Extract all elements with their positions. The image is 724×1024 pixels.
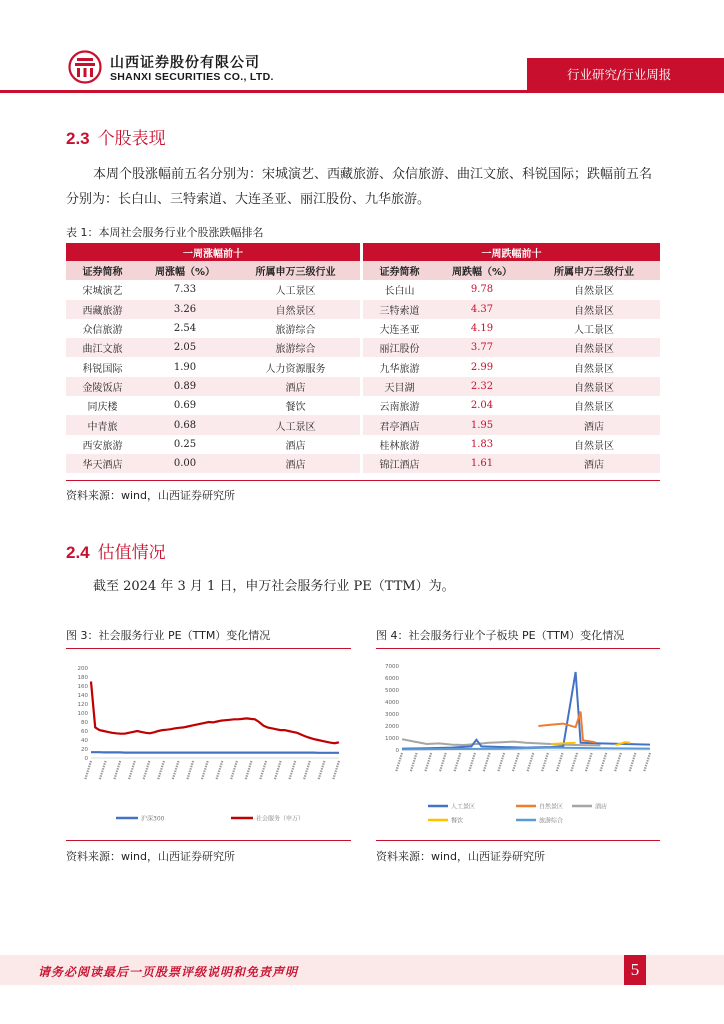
table-cell: 大连圣亚	[379, 325, 420, 337]
y-tick-label: 0	[395, 748, 399, 754]
y-tick-label: 60	[81, 729, 88, 735]
table-cell: 自然景区	[528, 338, 660, 357]
legend-label: 人工景区	[451, 803, 476, 811]
x-tick-label	[216, 761, 222, 780]
column-header: 周涨幅（%）	[139, 261, 231, 280]
x-tick-label	[425, 753, 431, 772]
column-header: 所属申万三级行业	[231, 261, 360, 280]
y-tick-label: 2000	[385, 724, 399, 730]
x-tick-label	[527, 753, 533, 772]
table-cell: 旅游综合	[231, 338, 360, 357]
x-tick-label	[542, 753, 548, 772]
table-cell: 1.61	[436, 454, 528, 473]
section-heading-2-3	[66, 124, 166, 149]
figure-3-bottom-rule	[66, 840, 351, 841]
figure-3-caption: 图 3：社会服务行业 PE（TTM）变化情况	[66, 629, 271, 642]
column-header: 周跌幅（%）	[436, 261, 528, 280]
x-tick-label	[202, 761, 208, 780]
x-tick-label	[469, 753, 475, 772]
table-cell: 0.68	[139, 415, 231, 434]
figure-3-chart	[66, 660, 351, 832]
series-line	[91, 682, 339, 744]
table-cell: 人工景区	[574, 325, 614, 337]
series-line	[402, 672, 650, 749]
table-cell: 0.89	[139, 377, 231, 396]
table-cell: 云南旅游	[379, 402, 420, 414]
table-cell: 科锐国际	[82, 363, 123, 375]
column-header: 证券简称	[66, 261, 139, 280]
group-header-down: 一周跌幅前十	[363, 243, 660, 261]
x-tick-label	[629, 753, 635, 772]
x-tick-label	[454, 753, 460, 772]
y-tick-label: 40	[81, 738, 88, 744]
table-cell: 9.78	[470, 284, 494, 296]
x-tick-label	[85, 761, 91, 780]
company-name-en: SHANXI SECURITIES CO., LTD.	[110, 71, 274, 83]
table-cell: 2.99	[470, 361, 494, 373]
table-cell: 华天酒店	[66, 454, 139, 473]
y-tick-label: 7000	[385, 664, 399, 670]
table-cell: 宋城演艺	[82, 286, 123, 298]
y-tick-label: 6000	[385, 676, 399, 682]
table-cell: 酒店	[231, 377, 360, 396]
table-row	[66, 435, 660, 454]
figure-3-top-rule	[66, 648, 351, 649]
x-tick-label	[513, 753, 519, 772]
table-cell: 0.25	[173, 438, 197, 450]
table-row	[66, 396, 660, 415]
legend-label: 沪深300	[141, 815, 165, 823]
legend-label: 餐饮	[451, 817, 464, 825]
table-cell: 西安旅游	[82, 440, 123, 452]
y-tick-label: 1000	[385, 736, 399, 742]
table-source: 资料来源：wind，山西证券研究所	[66, 489, 236, 502]
figure-4-bottom-rule	[376, 840, 660, 841]
x-tick-label	[615, 753, 621, 772]
series-line	[91, 752, 339, 753]
x-tick-label	[129, 761, 135, 780]
x-tick-label	[173, 761, 179, 780]
page-number: 5	[624, 955, 646, 985]
y-tick-label: 3000	[385, 712, 399, 718]
table-cell: 1.95	[436, 415, 528, 434]
y-tick-label: 120	[77, 702, 88, 708]
table-cell: 3.26	[139, 300, 231, 319]
table-cell: 自然景区	[528, 377, 660, 396]
table-cell: 长白山	[384, 286, 415, 298]
section-number: 2.3	[66, 129, 90, 148]
table-cell: 旅游综合	[275, 325, 316, 337]
series-line	[551, 743, 576, 744]
table-row	[66, 357, 660, 376]
column-header: 所属申万三级行业	[528, 261, 660, 280]
table-cell: 酒店	[285, 440, 306, 452]
section-paragraph: 截至 2024 年 3 月 1 日，申万社会服务行业 PE（TTM）为。	[93, 579, 455, 594]
y-tick-label: 160	[77, 684, 88, 690]
y-tick-label: 0	[84, 756, 88, 762]
table-row	[66, 338, 660, 357]
x-tick-label	[586, 753, 592, 772]
section-paragraph: 本周个股涨幅前五名分别为：宋城演艺、西藏旅游、众信旅游、曲江文旅、科锐国际；跌幅前五名分别为：长白山、三特索道、大连圣亚、丽江股份、九华旅游。	[66, 167, 653, 207]
table-row	[66, 300, 660, 319]
x-tick-label	[143, 761, 149, 780]
table-cell: 自然景区	[574, 286, 614, 298]
table-row	[66, 454, 660, 473]
x-tick-label	[318, 761, 324, 780]
x-tick-label	[571, 753, 577, 772]
y-tick-label: 20	[81, 747, 88, 753]
table-cell: 三特索道	[363, 300, 436, 319]
x-tick-label	[498, 753, 504, 772]
table-cell: 2.54	[173, 323, 197, 335]
x-tick-label	[275, 761, 281, 780]
x-tick-label	[158, 761, 164, 780]
x-tick-label	[260, 761, 266, 780]
figure-4-source: 资料来源：wind，山西证券研究所	[376, 850, 546, 863]
table-cell: 人工景区	[231, 415, 360, 434]
table-cell: 2.04	[470, 400, 494, 412]
table-cell: 中青旅	[66, 415, 139, 434]
table-cell: 君亭酒店	[363, 415, 436, 434]
section-title: 估值情况	[97, 543, 166, 563]
x-tick-label	[187, 761, 193, 780]
x-tick-label	[600, 753, 606, 772]
table-cell: 2.32	[436, 377, 528, 396]
table-cell: 西藏旅游	[66, 300, 139, 319]
x-tick-label	[411, 753, 417, 772]
company-logo-icon	[68, 50, 102, 84]
table-cell: 曲江文旅	[66, 338, 139, 357]
table-cell: 2.05	[139, 338, 231, 357]
table-cell: 酒店	[528, 415, 660, 434]
section-heading-2-4	[66, 538, 166, 563]
table-cell: 0.69	[173, 400, 197, 412]
y-tick-label: 80	[81, 720, 88, 726]
table-cell: 7.33	[173, 284, 197, 296]
table-cell: 丽江股份	[363, 338, 436, 357]
legend-label: 酒店	[595, 803, 608, 811]
figure-4-caption: 图 4：社会服务行业个子板块 PE（TTM）变化情况	[376, 629, 625, 642]
x-tick-label	[333, 761, 339, 780]
legend-label: 自然景区	[539, 803, 564, 811]
table-row	[66, 319, 660, 338]
table-cell: 1.83	[470, 438, 494, 450]
table-cell: 桂林旅游	[379, 440, 420, 452]
legend-label: 旅游综合	[539, 817, 564, 825]
table-cell: 酒店	[231, 454, 360, 473]
table-cell: 天目湖	[363, 377, 436, 396]
table-caption: 表 1：本周社会服务行业个股涨跌幅排名	[66, 226, 264, 239]
table-bottom-rule	[66, 480, 660, 481]
x-tick-label	[231, 761, 237, 780]
table-cell: 锦江酒店	[363, 454, 436, 473]
table-cell: 4.37	[436, 300, 528, 319]
table-cell: 3.77	[436, 338, 528, 357]
table-cell: 酒店	[528, 454, 660, 473]
y-tick-label: 180	[77, 675, 88, 681]
table-row	[66, 280, 660, 299]
report-type-tag: 行业研究/行业周报	[527, 58, 724, 90]
company-name-cn: 山西证券股份有限公司	[110, 55, 260, 71]
figure-4-top-rule	[376, 648, 660, 649]
table-cell: 人工景区	[275, 286, 316, 298]
table-cell: 4.19	[470, 323, 494, 335]
table-cell: 1.90	[173, 361, 197, 373]
table-cell: 同庆楼	[87, 402, 118, 414]
x-tick-label	[644, 753, 650, 772]
table-cell: 众信旅游	[82, 325, 123, 337]
y-tick-label: 140	[77, 693, 88, 699]
y-tick-label: 100	[77, 711, 88, 717]
x-tick-label	[100, 761, 106, 780]
table-row	[66, 415, 660, 434]
figure-3-source: 资料来源：wind，山西证券研究所	[66, 850, 236, 863]
stock-ranking-table	[66, 243, 660, 473]
table-cell: 餐饮	[285, 402, 306, 414]
legend-label: 社会服务（申万）	[256, 815, 305, 823]
x-tick-label	[304, 761, 310, 780]
group-header-up: 一周涨幅前十	[66, 243, 360, 261]
table-cell: 自然景区	[574, 440, 614, 452]
x-tick-label	[289, 761, 295, 780]
section-title: 个股表现	[97, 129, 166, 149]
table-cell: 自然景区	[574, 402, 614, 414]
table-row	[66, 377, 660, 396]
column-header: 证券简称	[363, 261, 436, 280]
header-divider	[0, 90, 724, 93]
table-cell: 0.00	[139, 454, 231, 473]
x-tick-label	[396, 753, 402, 772]
section-number: 2.4	[66, 543, 90, 562]
x-tick-label	[245, 761, 251, 780]
x-tick-label	[440, 753, 446, 772]
table-cell: 人力资源服务	[265, 363, 326, 375]
x-tick-label	[556, 753, 562, 772]
table-cell: 九华旅游	[379, 363, 420, 375]
y-tick-label: 5000	[385, 688, 399, 694]
table-cell: 金陵饭店	[66, 377, 139, 396]
figure-4-chart	[376, 660, 660, 832]
y-tick-label: 200	[77, 666, 88, 672]
x-tick-label	[484, 753, 490, 772]
x-tick-label	[114, 761, 120, 780]
table-cell: 自然景区	[231, 300, 360, 319]
table-cell: 自然景区	[528, 300, 660, 319]
footer-disclaimer: 请务必阅读最后一页股票评级说明和免责声明	[38, 965, 299, 979]
y-tick-label: 4000	[385, 700, 399, 706]
table-cell: 自然景区	[574, 363, 614, 375]
